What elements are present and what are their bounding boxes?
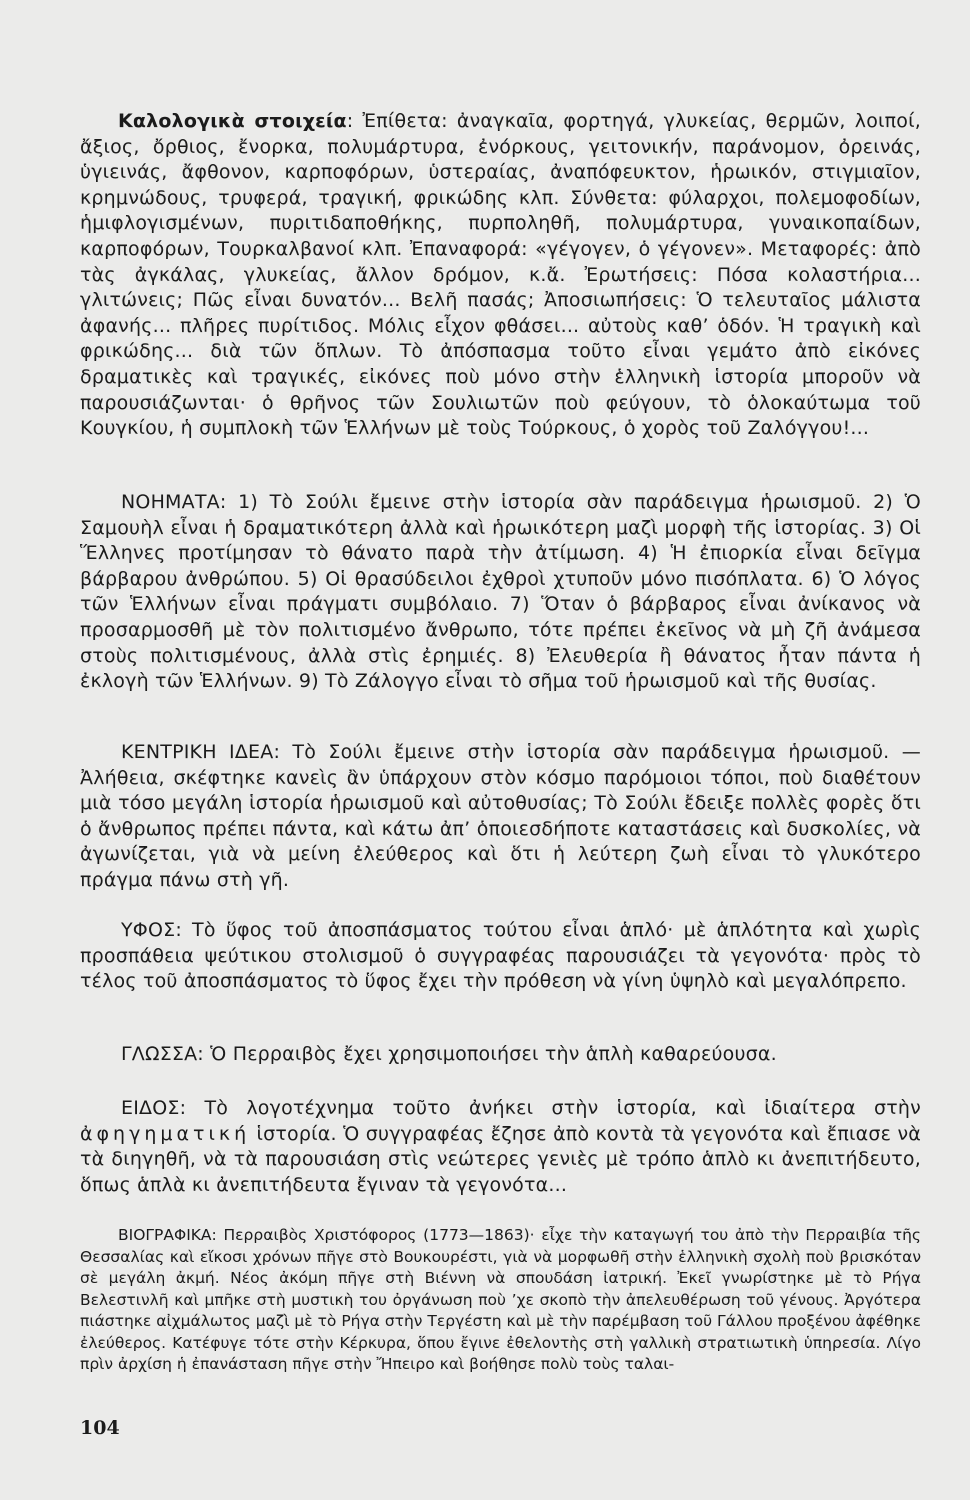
stylistic-elements-heading: Καλολογικὰ στοιχεία — [118, 110, 347, 132]
genre-text-end: ἱστορία. Ὁ συγγραφέας ἔζησε ἀπὸ κοντὰ τὰ γεγονότα καὶ ἔπιασε νὰ τὰ διηγηθῆ, νὰ τὰ παρουσιάση στὶς νεώτερες γενιὲς μὲ τρόπο ἁπλὸ κι ἀνεπιτήδευτο, ὅπως ἁπλὰ κι ἀνεπιτήδευτα ἔγιναν τὰ γεγονότα... — [80, 1122, 921, 1196]
language-paragraph: ΓΛΩΣΣΑ: Ὁ Περραιβὸς ἔχει χρησιμοποιήσει τὴν ἁπλὴ καθαρεύουσα. — [121, 1043, 777, 1065]
stylistic-elements-paragraph — [80, 109, 921, 442]
genre-paragraph — [80, 1096, 921, 1198]
stylistic-elements-text: : Ἐπίθετα: ἀναγκαῖα, φορτηγά, γλυκείας, θερμῶν, λοιποί, ἄξιος, ὄρθιος, ἔνορκα, πολυμάρτυρα, ἐνόρκους, γειτονικήν, παράνομον, ὀρεινάς, ὑγιεινάς, ἄφθονον, καρποφόρων, ὑστεραίας, ἀναπόφευκτον, ἡρωικόν, στιγμιαῖον, κρημνώδους, τρυφερά, τραγική, φρικώδης κλπ. Σύνθετα: φύλαρχοι, πολεμοφοδίων, ἡμιφλογισμένων, πυριτιδαποθήκης, πυρποληθῆ, πολυμάρτυρα, γυναικοπαίδων, καρποφόρων, Τουρκαλβανοί κλπ. Ἐπαναφορά: «γέγογεν, ὁ γέγονεν». Μεταφορές: ἀπὸ τὰς ἀγκάλας, γλυκείας, ἄλλον δρόμον, κ.ἄ. Ἐρωτήσεις: Πόσα κολαστήρια... γλιτώνεις; Πῶς εἶναι δυνατόν... Βελῆ πασάς; Ἀποσιωπήσεις: Ὁ τελευταῖος μάλιστα ἀφανής... πλῆρες πυρίτιδος. Μόλις εἶχον φθάσει... αὐτοὺς καθ’ ὁδόν. Ἡ τραγικὴ καὶ φρικώδης... διὰ τῶν ὅπλων. Τὸ ἀπόσπασμα τοῦτο εἶναι γεμάτο ἀπὸ εἰκόνες δραματικὲς καὶ τραγικές, εἰκόνες ποὺ μόνο στὴν ἑλληνικὴ ἱστορία μποροῦν νὰ παρουσιάζωνται· ὁ θρῆνος τῶν Σουλιωτῶν ποὺ φεύγουν, τὸ ὁλοκαύτωμα τοῦ Κουγκίου, ἡ συμπλοκὴ τῶν Ἑλλήνων μὲ τοὺς Τούρκους, ὁ χορὸς τοῦ Ζαλόγγου!... — [80, 110, 921, 440]
biography-section — [80, 1225, 921, 1376]
biography-paragraph: ΒΙΟΓΡΑΦΙΚΑ: Περραιβὸς Χριστόφορος (1773—1863)· εἶχε τὴν καταγωγή του ἀπὸ τὴν Περραιβία τῆς Θεσσαλίας καὶ εἴκοσι χρόνων πῆγε στὸ Βουκουρέστι, γιὰ νὰ μορφωθῆ στὴν ἑλληνικὴ σχολὴ ποὺ βρισκόταν σὲ μεγάλη ἀκμή. Νέος ἀκόμη πῆγε στὴ Βιέννη νὰ σπουδάση ἰατρική. Ἐκεῖ γνωρίστηκε μὲ τὸ Ρήγα Βελεστινλῆ καὶ μπῆκε στὴ μυστικὴ του ὀργάνωση ποὺ ’χε σκοπὸ τὴν ἀπελευθέρωση τοῦ γένους. Ἀργότερα πιάστηκε αἰχμάλωτος μαζὶ μὲ τὸ Ρήγα στὴν Τεργέστη καὶ μὲ τὴν παρέμβαση τοῦ Γάλλου προξένου ἀφέθηκε ἐλεύθερος. Κατέφυγε τότε στὴν Κέρκυρα, ὅπου ἔγινε ἐθελοντὴς στὴ γαλλικὴ στρατιωτικὴ ὑπηρεσία. Λίγο πρὶν ἀρχίση ἡ ἐπανάσταση πῆγε στὴν Ἤπειρο καὶ βοήθησε πολὺ τοὺς ταλαι- — [80, 1226, 921, 1373]
meanings-paragraph: ΝΟΗΜΑΤΑ: 1) Τὸ Σούλι ἔμεινε στὴν ἱστορία σὰν παράδειγμα ἡρωισμοῦ. 2) Ὁ Σαμουὴλ εἶναι ἡ δραματικότερη ἀλλὰ καὶ ἡρωικότερη μαζὶ μορφὴ τῆς ἱστορίας. 3) Οἱ Ἕλληνες προτίμησαν τὸ θάνατο παρὰ τὴν ἀτίμωση. 4) Ἡ ἐπιορκία εἶναι δεῖγμα βάρβαρου ἀνθρώπου. 5) Οἱ θρασύδειλοι ἐχθροὶ χτυποῦν μόνο πισόπλατα. 6) Ὁ λόγος τῶν Ἑλλήνων εἶναι πράγματι συμβόλαιο. 7) Ὅταν ὁ βάρβαρος εἶναι ἀνίκανος νὰ προσαρμοσθῆ μὲ τὸν πολιτισμένο ἄνθρωπο, τότε πρέπει ἐκεῖνος νὰ μὴ ζῆ ἀνάμεσα στοὺς πολιτισμένους, ἀλλὰ στὶς ἐρημιές. 8) Ἐλευθερία ἢ θάνατος ἦταν πάντα ἡ ἐκλογὴ τῶν Ἑλλήνων. 9) Τὸ Ζάλογγο εἶναι τὸ σῆμα τοῦ ἡρωισμοῦ καὶ τῆς θυσίας. — [80, 491, 921, 693]
genre-text-start: ΕΙΔΟΣ: Τὸ λογοτέχνημα τοῦτο ἀνήκει στὴν ἱστορία, καὶ ἰδιαίτερα στὴν — [121, 1097, 921, 1119]
style-section — [80, 918, 921, 995]
genre-section — [80, 1096, 921, 1198]
stylistic-elements-section — [80, 109, 921, 442]
central-idea-paragraph: ΚΕΝΤΡΙΚΗ ΙΔΕΑ: Τὸ Σούλι ἔμεινε στὴν ἱστορία σὰν παράδειγμα ἡρωισμοῦ. —Ἀλήθεια, σκέφτηκε κανεὶς ἂν ὑπάρχουν στὸν κόσμο παρόμοιοι τόποι, ποὺ διαθέτουν μιὰ τόσο μεγάλη ἱστορία ἡρωισμοῦ καὶ αὐτοθυσίας; Τὸ Σούλι ἔδειξε πολλὲς φορὲς ὅτι ὁ ἄνθρωπος πρέπει πάντα, καὶ κάτω ἀπ’ ὁποιεσδήποτε καταστάσεις καὶ δυσκολίες, νὰ ἀγωνίζεται, γιὰ νὰ μείνη ἐλεύθερος καὶ ὅτι ἡ λεύτερη ζωὴ εἶναι τὸ γλυκότερο πράγμα πάνω στὴ γῆ. — [80, 741, 921, 891]
language-section — [80, 1042, 921, 1068]
central-idea-section — [80, 740, 921, 894]
genre-spaced-term: ἀφηγηματική — [80, 1122, 251, 1145]
meanings-section — [80, 490, 921, 695]
page-number: 104 — [80, 1417, 120, 1439]
style-paragraph: ΥΦΟΣ: Τὸ ὕφος τοῦ ἀποσπάσματος τούτου εἶναι ἁπλό· μὲ ἁπλότητα καὶ χωρὶς προσπάθεια ψεύτικου στολισμοῦ ὁ συγγραφέας παρουσιάζει τὰ γεγονότα· πρὸς τὸ τέλος τοῦ ἀποσπάσματος τὸ ὕφος ἔχει τὴν πρόθεση νὰ γίνη ὑψηλὸ καὶ μεγαλόπρεπο. — [80, 919, 921, 993]
